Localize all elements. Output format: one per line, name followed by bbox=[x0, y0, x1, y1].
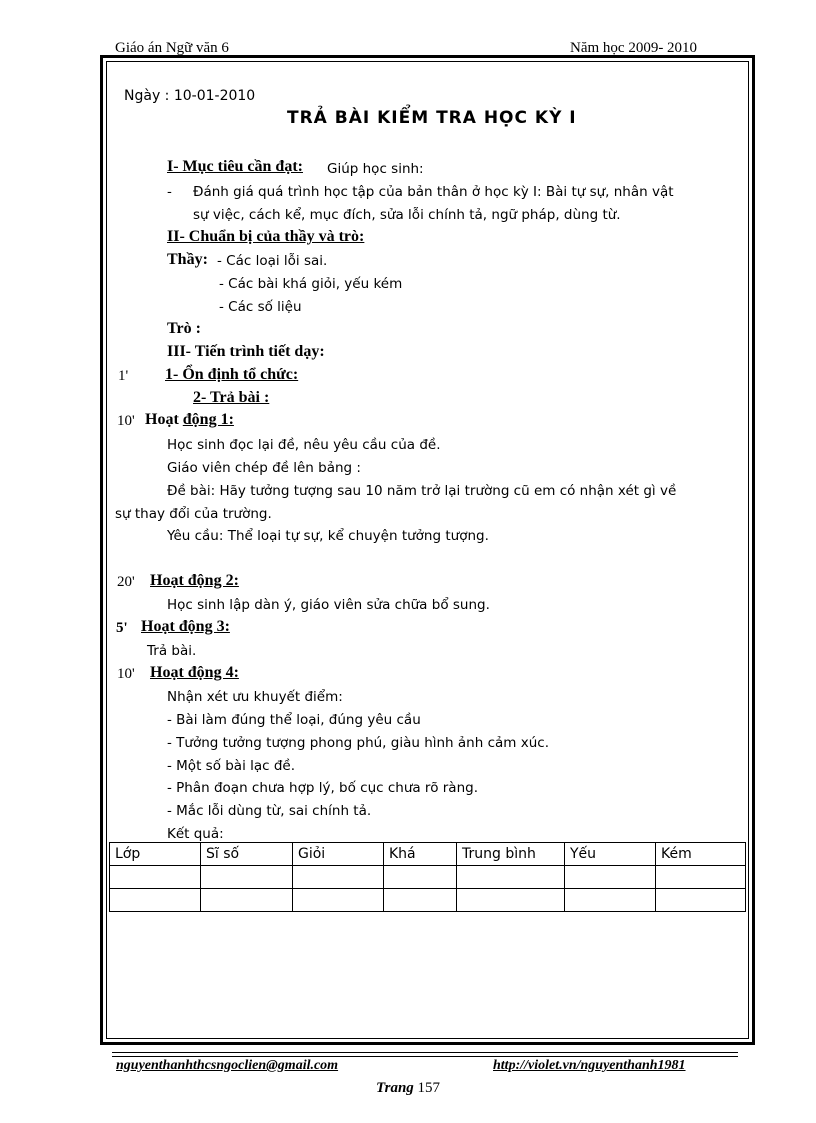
activity-1-line-5: Yêu cầu: Thể loại tự sự, kể chuyện tưởng tượng. bbox=[167, 528, 489, 544]
activity-1-heading bbox=[145, 411, 234, 429]
lesson-date: Ngày : 10-01-2010 bbox=[124, 88, 256, 104]
activity-1-heading-rest: động 1: bbox=[182, 411, 234, 428]
table-cell bbox=[565, 866, 656, 889]
step-1-heading: 1- Ổn định tổ chức: bbox=[165, 366, 299, 383]
activity-4-heading: Hoạt động 4: bbox=[150, 664, 239, 681]
teacher-item-3: - Các số liệu bbox=[219, 299, 302, 315]
table-cell bbox=[565, 889, 656, 912]
section-2-heading: II- Chuẩn bị của thầy và trò: bbox=[167, 228, 365, 245]
bullet-marker: - bbox=[167, 184, 172, 200]
table-cell bbox=[457, 889, 565, 912]
table-header-cell: Sĩ số bbox=[201, 843, 293, 866]
table-cell bbox=[201, 866, 293, 889]
activity-1-line-1: Học sinh đọc lại đề, nêu yêu cầu của đề. bbox=[167, 437, 441, 453]
teacher-item-2: - Các bài khá giỏi, yếu kém bbox=[219, 276, 403, 292]
activity-2-heading: Hoạt động 2: bbox=[150, 572, 239, 589]
table-cell bbox=[656, 866, 746, 889]
footer-url-link[interactable]: http://violet.vn/nguyenthanh1981 bbox=[493, 1058, 686, 1073]
activity-3-line-1: Trả bài. bbox=[147, 643, 197, 659]
step-1-time: 1' bbox=[118, 368, 129, 384]
table-header-cell: Yếu bbox=[565, 843, 656, 866]
table-cell bbox=[384, 866, 457, 889]
table-header-row bbox=[110, 843, 746, 866]
page-number-value: 157 bbox=[417, 1080, 441, 1096]
section-1-heading: I- Mục tiêu cần đạt: bbox=[167, 158, 303, 175]
activity-1-line-2: Giáo viên chép đề lên bảng : bbox=[167, 460, 361, 476]
activity-4-time: 10' bbox=[117, 666, 135, 682]
table-header-cell: Kém bbox=[656, 843, 746, 866]
step-2-heading: 2- Trả bài : bbox=[193, 389, 270, 406]
table-cell bbox=[110, 866, 201, 889]
table-cell bbox=[201, 889, 293, 912]
table-cell bbox=[384, 889, 457, 912]
activity-4-item: - Tưởng tưởng tượng phong phú, giàu hình ảnh cảm xúc. bbox=[167, 735, 549, 751]
page-label: Trang bbox=[376, 1080, 414, 1096]
table-cell bbox=[110, 889, 201, 912]
footer-divider bbox=[112, 1052, 738, 1053]
activity-2-line-1: Học sinh lập dàn ý, giáo viên sửa chữa bổ sung. bbox=[167, 597, 490, 613]
table-header-cell: Lớp bbox=[110, 843, 201, 866]
header-subject: Giáo án Ngữ văn 6 bbox=[115, 40, 229, 56]
activity-3-time: 5' bbox=[116, 620, 128, 636]
page-title: TRẢ BÀI KIỂM TRA HỌC KỲ I bbox=[287, 108, 577, 128]
teacher-label: Thầy: bbox=[167, 251, 208, 268]
activity-4-item: - Mắc lỗi dùng từ, sai chính tả. bbox=[167, 803, 372, 819]
activity-1-heading-prefix: Hoạt bbox=[145, 411, 179, 428]
activity-3-heading: Hoạt động 3: bbox=[141, 618, 230, 635]
section-3-heading: III- Tiến trình tiết dạy: bbox=[167, 343, 325, 360]
table-header-cell: Khá bbox=[384, 843, 457, 866]
table-header-cell: Trung bình bbox=[457, 843, 565, 866]
results-table bbox=[109, 842, 746, 912]
activity-4-item: - Một số bài lạc đề. bbox=[167, 758, 296, 774]
teacher-item-1: - Các loại lỗi sai. bbox=[217, 253, 328, 269]
activity-1-line-4: sự thay đổi của trường. bbox=[115, 506, 272, 522]
table-cell bbox=[457, 866, 565, 889]
table-cell bbox=[293, 866, 384, 889]
table-cell bbox=[293, 889, 384, 912]
activity-4-intro: Nhận xét ưu khuyết điểm: bbox=[167, 689, 343, 705]
footer-email-link[interactable]: nguyenthanhthcsngoclien@gmail.com bbox=[116, 1058, 339, 1073]
footer-divider bbox=[112, 1056, 738, 1057]
table-header-cell: Giỏi bbox=[293, 843, 384, 866]
activity-2-time: 20' bbox=[117, 574, 135, 590]
table-row bbox=[110, 866, 746, 889]
table-row bbox=[110, 889, 746, 912]
activity-1-line-3: Đề bài: Hãy tưởng tượng sau 10 năm trở lại trường cũ em có nhận xét gì về bbox=[167, 483, 677, 499]
activity-4-item: - Bài làm đúng thể loại, đúng yêu cầu bbox=[167, 712, 421, 728]
student-label: Trò : bbox=[167, 320, 201, 337]
section-1-intro: Giúp học sinh: bbox=[327, 161, 424, 177]
section-1-bullet-line-2: sự việc, cách kể, mục đích, sửa lỗi chính tả, ngữ pháp, dùng từ. bbox=[193, 207, 621, 223]
section-1-bullet-line-1: Đánh giá quá trình học tập của bản thân ở học kỳ I: Bài tự sự, nhân vật bbox=[193, 184, 674, 200]
activity-1-time: 10' bbox=[117, 413, 135, 429]
result-label: Kết quả: bbox=[167, 826, 224, 842]
activity-4-item: - Phân đoạn chưa hợp lý, bố cục chưa rõ ràng. bbox=[167, 780, 478, 796]
table-cell bbox=[656, 889, 746, 912]
page-number bbox=[376, 1080, 440, 1097]
header-school-year: Năm học 2009- 2010 bbox=[570, 40, 698, 56]
